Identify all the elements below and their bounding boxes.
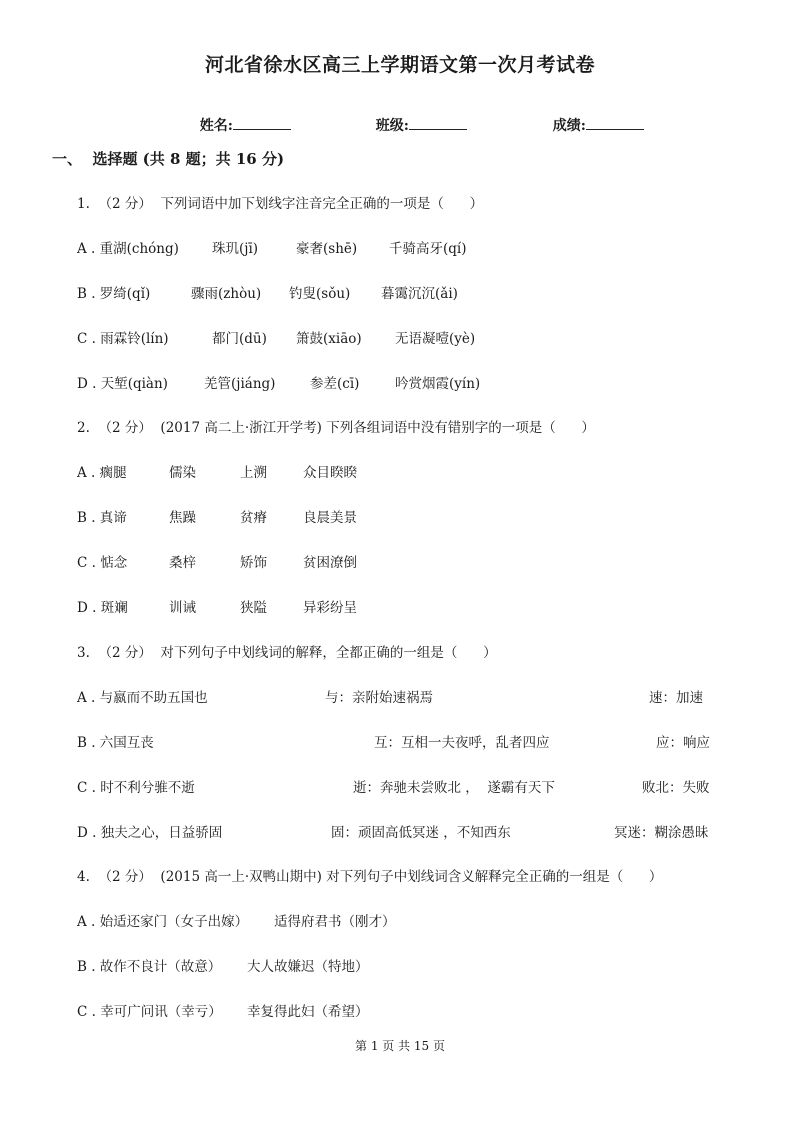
- score-blank: [586, 115, 644, 130]
- q2-option-d-word2: 训诫: [169, 600, 196, 616]
- q3-option-a-part3: 速：加速: [649, 690, 703, 706]
- q2-option-a-word2: 儒染: [169, 465, 196, 481]
- q1-option-c-word2: 都门(dū): [212, 331, 267, 347]
- q1-option-a: A . 重湖(chóng): [77, 241, 179, 257]
- score-field: [543, 99, 644, 135]
- q4-option-a: A . 始适还家门（女子出嫁）: [77, 914, 249, 930]
- q1-option-b-word4: 暮霭沉沉(ǎi): [381, 286, 458, 302]
- q1-option-b-word2: 骤雨(zhòu): [191, 286, 262, 302]
- section-heading: 一、 选择题 (共 8 题；共 16 分): [52, 150, 285, 168]
- q3-option-b-part2: 互：互相一夫夜呼，乱者四应: [374, 735, 550, 751]
- q2-option-c: C . 惦念: [77, 555, 128, 571]
- q2-option-b-word2: 焦躁: [169, 510, 196, 526]
- q3-option-a: A . 与嬴而不助五国也: [77, 690, 208, 706]
- q2-option-d-word3: 狭隘: [240, 600, 267, 616]
- q3-option-d-part3: 冥迷：糊涂愚昧: [614, 825, 709, 841]
- name-field: [190, 99, 291, 135]
- q4-option-c: C . 幸可广问讯（幸亏）: [77, 1004, 222, 1020]
- q4-option-b: B . 故作不良计（故意）: [77, 959, 222, 975]
- q1-option-d-word2: 羌管(jiáng): [204, 376, 276, 392]
- q1-option-a-word2: 珠玑(jī): [212, 241, 259, 257]
- q2-option-b-word4: 良晨美景: [303, 510, 357, 526]
- q3-option-c-part3: 败北：失败: [642, 780, 710, 796]
- q1-option-c: C . 雨霖铃(lín): [77, 331, 169, 347]
- q3-option-a-part2: 与：亲附始速祸焉: [325, 690, 433, 706]
- q2-option-d-word4: 异彩纷呈: [303, 600, 357, 616]
- q2-option-a-word3: 上溯: [240, 465, 267, 481]
- question-1-stem: 1. （2 分） 下列词语中加下划线字注音完全正确的一项是（ ）: [77, 196, 484, 212]
- page-title: 河北省徐水区高三上学期语文第一次月考试卷: [204, 54, 595, 76]
- q1-option-b-word3: 钓叟(sǒu): [289, 286, 351, 302]
- q4-option-b-part2: 大人故嫌迟（特地）: [247, 959, 369, 975]
- name-label: 姓名:: [199, 118, 233, 134]
- q2-option-c-word3: 矫饰: [240, 555, 267, 571]
- q2-option-c-word4: 贫困潦倒: [303, 555, 357, 571]
- class-field: [366, 99, 467, 135]
- class-blank: [409, 115, 467, 130]
- q1-option-d: D . 天堑(qiàn): [77, 376, 168, 392]
- q4-option-a-part2: 适得府君书（刚才）: [274, 914, 396, 930]
- q4-option-c-part2: 幸复得此妇（希望）: [247, 1004, 369, 1020]
- question-2-stem: 2. （2 分） (2017 高二上·浙江开学考) 下列各组词语中没有错别字的一项是（ ）: [77, 420, 595, 436]
- page-footer: 第 1 页 共 15 页: [355, 1039, 445, 1053]
- class-label: 班级:: [375, 118, 409, 134]
- q1-option-c-word3: 箫鼓(xiāo): [296, 331, 362, 347]
- q3-option-d-part2: 固：顽固高低冥迷 ，不知西东: [331, 825, 511, 841]
- q3-option-b-part3: 应：响应: [656, 735, 710, 751]
- q2-option-d: D . 斑斓: [77, 600, 128, 616]
- q1-option-d-word4: 吟赏烟霞(yín): [395, 376, 481, 392]
- q2-option-b-word3: 贫瘠: [240, 510, 267, 526]
- name-blank: [233, 115, 291, 130]
- q2-option-a-word4: 众目睽睽: [303, 465, 357, 481]
- score-label: 成绩:: [552, 118, 586, 134]
- q1-option-d-word3: 参差(cī): [310, 376, 360, 392]
- q3-option-b: B . 六国互丧: [77, 735, 154, 751]
- q2-option-c-word2: 桑梓: [169, 555, 196, 571]
- q3-option-c-part2: 逝：奔驰未尝败北 ， 遂霸有天下: [353, 780, 555, 796]
- question-3-stem: 3. （2 分） 对下列句子中划线词的解释，全都正确的一组是（ ）: [77, 645, 497, 661]
- q1-option-a-word4: 千骑高牙(qí): [389, 241, 467, 257]
- q3-option-c: C . 时不利兮骓不逝: [77, 780, 195, 796]
- q2-option-b: B . 真谛: [77, 510, 127, 526]
- question-4-stem: 4. （2 分） (2015 高一上·双鸭山期中) 对下列句子中划线词含义解释完全正确的一组是（ ）: [77, 869, 663, 885]
- q1-option-b: B . 罗绮(qǐ): [77, 286, 151, 302]
- q1-option-a-word3: 豪奢(shē): [296, 241, 358, 257]
- q2-option-a: A . 瘸腿: [77, 465, 127, 481]
- q3-option-d: D . 独夫之心，日益骄固: [77, 825, 223, 841]
- q1-option-c-word4: 无语凝噎(yè): [395, 331, 476, 347]
